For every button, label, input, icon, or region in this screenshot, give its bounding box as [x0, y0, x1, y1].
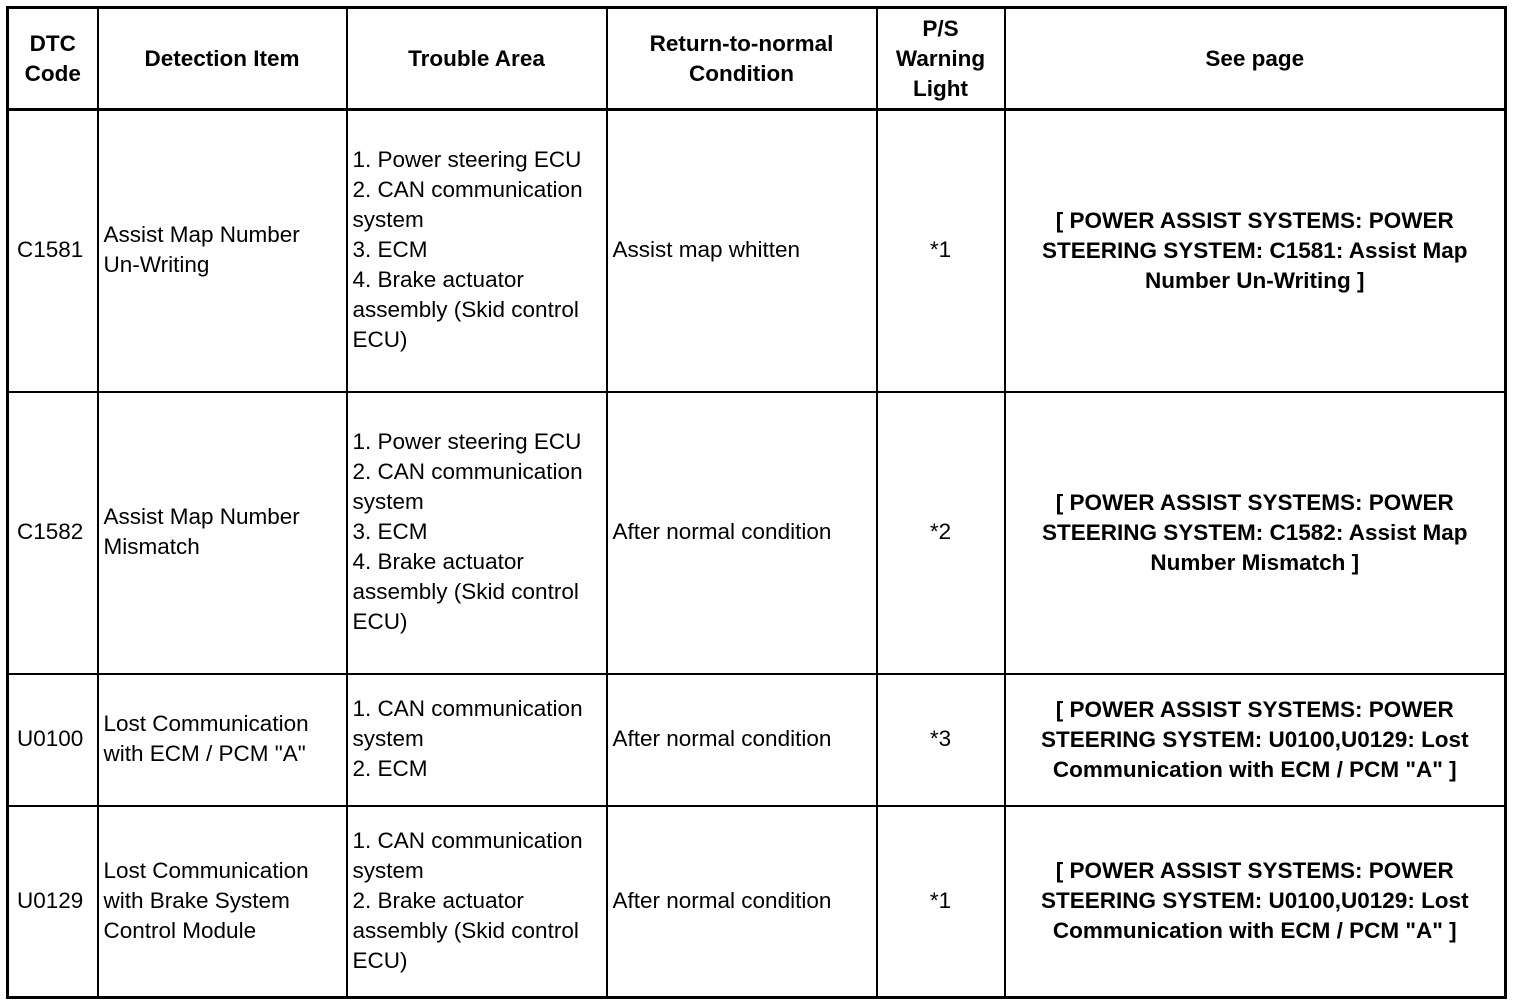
return-condition-cell: After normal condition [607, 806, 877, 998]
header-trouble-area: Trouble Area [347, 8, 607, 110]
detection-item-cell: Lost Communication with ECM / PCM "A" [98, 674, 347, 806]
trouble-area-cell [347, 674, 607, 806]
detection-item-cell: Assist Map Number Un-Writing [98, 110, 347, 392]
table-row [8, 674, 1506, 806]
detection-item-cell: Assist Map Number Mismatch [98, 392, 347, 674]
trouble-area-item: 2. Brake actuator assembly (Skid control ECU) [352, 887, 579, 973]
see-page-link[interactable]: [ POWER ASSIST SYSTEMS: POWER STEERING SYSTEM: U0100,U0129: Lost Communication with ECM / PCM "A" ] [1005, 806, 1506, 998]
header-ps-warning-light: P/S Warning Light [877, 8, 1005, 110]
trouble-area-cell [347, 110, 607, 392]
return-condition-cell: Assist map whitten [607, 110, 877, 392]
header-detection-item: Detection Item [98, 8, 347, 110]
detection-item-cell: Lost Communication with Brake System Control Module [98, 806, 347, 998]
table-row [8, 392, 1506, 674]
header-return-condition: Return-to-normal Condition [607, 8, 877, 110]
dtc-table [6, 6, 1507, 999]
ps-warning-light-cell: *2 [877, 392, 1005, 674]
table-row [8, 806, 1506, 998]
dtc-code-cell: U0129 [8, 806, 98, 998]
see-page-link[interactable]: [ POWER ASSIST SYSTEMS: POWER STEERING SYSTEM: C1582: Assist Map Number Mismatch ] [1005, 392, 1506, 674]
trouble-area-item: 3. ECM [352, 237, 428, 263]
return-condition-cell: After normal condition [607, 674, 877, 806]
trouble-area-item: 3. ECM [352, 519, 428, 544]
table-header-row [8, 8, 1506, 110]
trouble-area-item: 4. Brake actuator assembly (Skid control ECU) [352, 549, 579, 634]
see-page-link[interactable]: [ POWER ASSIST SYSTEMS: POWER STEERING SYSTEM: C1581: Assist Map Number Un-Writing ] [1005, 110, 1506, 392]
dtc-code-cell: C1581 [8, 110, 98, 392]
trouble-area-cell [347, 806, 607, 998]
trouble-area-item: 2. CAN communication system [352, 459, 583, 514]
trouble-area-item: 1. CAN communication system [352, 827, 583, 883]
trouble-area-item: 2. ECM [352, 756, 428, 781]
trouble-area-item: 4. Brake actuator assembly (Skid control ECU) [352, 267, 579, 353]
ps-warning-light-cell: *1 [877, 110, 1005, 392]
header-see-page: See page [1005, 8, 1506, 110]
dtc-code-cell: U0100 [8, 674, 98, 806]
trouble-area-item: 1. Power steering ECU [352, 147, 582, 173]
ps-warning-light-cell: *3 [877, 674, 1005, 806]
return-condition-cell: After normal condition [607, 392, 877, 674]
trouble-area-item: 2. CAN communication system [352, 177, 583, 233]
trouble-area-item: 1. CAN communication system [352, 696, 583, 751]
trouble-area-item: 1. Power steering ECU [352, 429, 582, 454]
table-row [8, 110, 1506, 392]
see-page-link[interactable]: [ POWER ASSIST SYSTEMS: POWER STEERING SYSTEM: U0100,U0129: Lost Communication with ECM / PCM "A" ] [1005, 674, 1506, 806]
trouble-area-cell [347, 392, 607, 674]
dtc-code-cell: C1582 [8, 392, 98, 674]
header-dtc-code: DTC Code [8, 8, 98, 110]
ps-warning-light-cell: *1 [877, 806, 1005, 998]
